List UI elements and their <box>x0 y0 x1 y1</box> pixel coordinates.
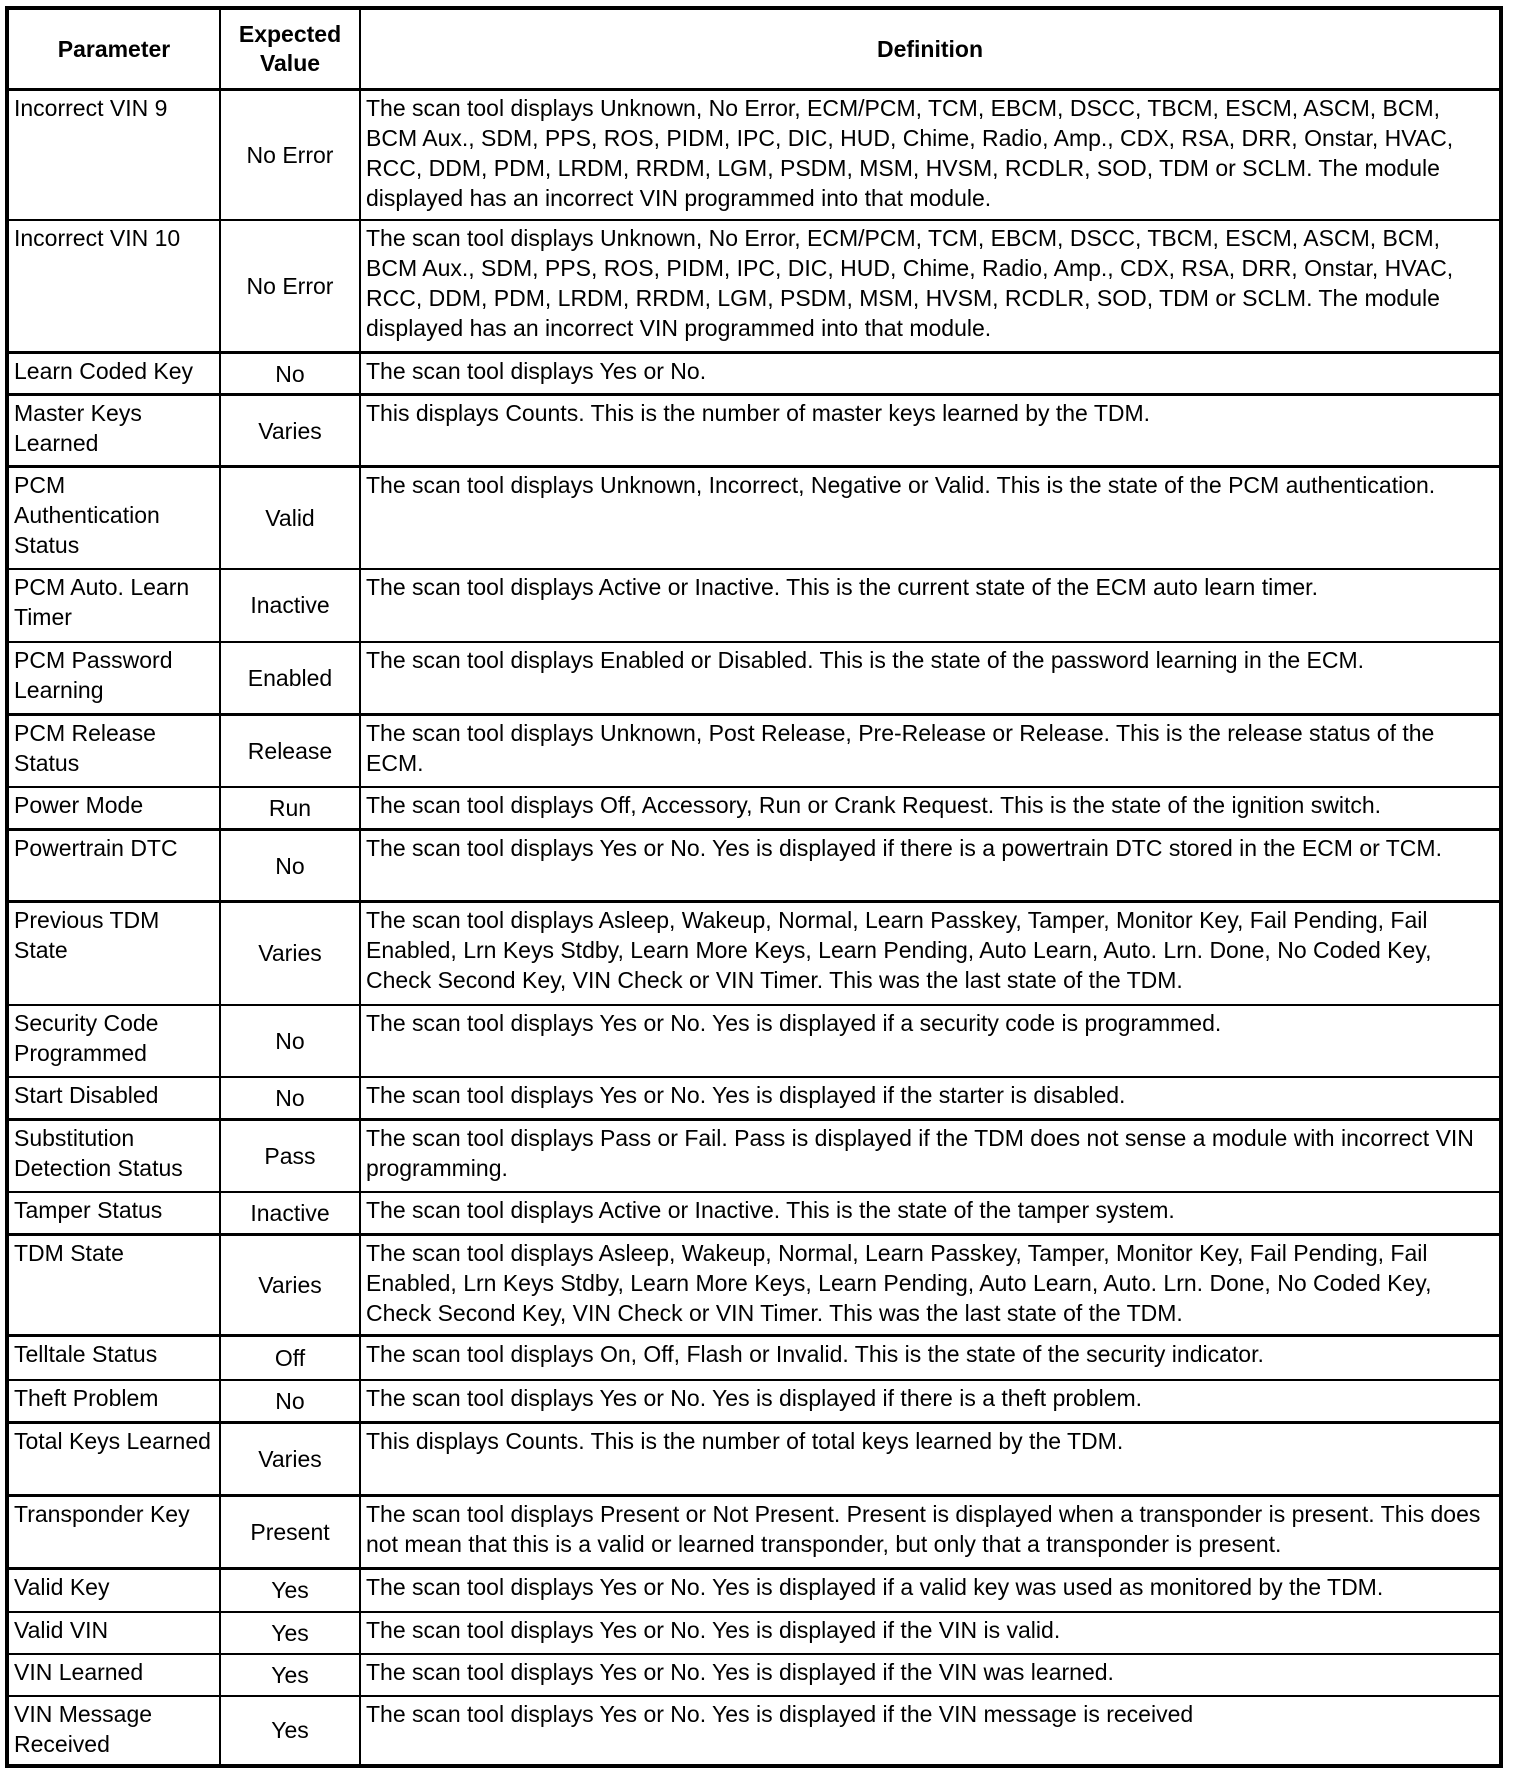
expected-value-cell: No <box>220 353 360 395</box>
parameter-cell: VIN Message Received <box>7 1696 220 1766</box>
table-row <box>7 1120 1501 1192</box>
expected-value-cell: No <box>220 1077 360 1120</box>
table-row <box>7 1005 1501 1077</box>
definition-cell: This displays Counts. This is the number of master keys learned by the TDM. <box>360 395 1501 467</box>
table-row <box>7 715 1501 787</box>
parameter-cell: Start Disabled <box>7 1077 220 1120</box>
definition-cell: This displays Counts. This is the number of total keys learned by the TDM. <box>360 1423 1501 1496</box>
parameter-cell: Total Keys Learned <box>7 1423 220 1496</box>
parameter-cell: PCM Password Learning <box>7 642 220 715</box>
definition-cell: The scan tool displays Present or Not Present. Present is displayed when a transponder is present. This does not mean that this is a valid or learned transponder, but only that a transponder is present. <box>360 1496 1501 1569</box>
table-row <box>7 787 1501 830</box>
table-row <box>7 467 1501 569</box>
table-row <box>7 642 1501 715</box>
scan-tool-parameter-table <box>5 6 1503 1768</box>
definition-cell: The scan tool displays Off, Accessory, Run or Crank Request. This is the state of the ignition switch. <box>360 787 1501 830</box>
definition-cell: The scan tool displays Yes or No. Yes is displayed if a valid key was used as monitored by the TDM. <box>360 1569 1501 1612</box>
definition-cell: The scan tool displays On, Off, Flash or Invalid. This is the state of the security indicator. <box>360 1336 1501 1380</box>
expected-value-cell: Inactive <box>220 569 360 642</box>
header-definition: Definition <box>360 8 1501 90</box>
table-row <box>7 902 1501 1005</box>
parameter-cell: PCM Auto. Learn Timer <box>7 569 220 642</box>
table-row <box>7 1612 1501 1654</box>
definition-cell: The scan tool displays Yes or No. <box>360 353 1501 395</box>
table-row <box>7 830 1501 902</box>
parameter-cell: Learn Coded Key <box>7 353 220 395</box>
expected-value-cell: Yes <box>220 1612 360 1654</box>
parameter-cell: Power Mode <box>7 787 220 830</box>
expected-value-cell: Release <box>220 715 360 787</box>
header-expected-value: Expected Value <box>220 8 360 90</box>
table-row <box>7 1654 1501 1696</box>
expected-value-cell: Pass <box>220 1120 360 1192</box>
parameter-cell: VIN Learned <box>7 1654 220 1696</box>
expected-value-cell: Run <box>220 787 360 830</box>
parameter-cell: Security Code Programmed <box>7 1005 220 1077</box>
definition-cell: The scan tool displays Pass or Fail. Pass is displayed if the TDM does not sense a module with incorrect VIN programming. <box>360 1120 1501 1192</box>
parameter-cell: Valid VIN <box>7 1612 220 1654</box>
expected-value-cell: Yes <box>220 1654 360 1696</box>
table-row <box>7 1423 1501 1496</box>
table-body <box>7 90 1501 1766</box>
expected-value-cell: Varies <box>220 1235 360 1336</box>
definition-cell: The scan tool displays Yes or No. Yes is displayed if the VIN is valid. <box>360 1612 1501 1654</box>
table-row <box>7 1696 1501 1766</box>
expected-value-cell: No <box>220 830 360 902</box>
definition-cell: The scan tool displays Yes or No. Yes is displayed if a security code is programmed. <box>360 1005 1501 1077</box>
expected-value-cell: Yes <box>220 1569 360 1612</box>
table-row <box>7 1077 1501 1120</box>
table-row <box>7 1336 1501 1380</box>
expected-value-cell: Present <box>220 1496 360 1569</box>
table-row <box>7 569 1501 642</box>
parameter-cell: TDM State <box>7 1235 220 1336</box>
expected-value-cell: Inactive <box>220 1192 360 1235</box>
expected-value-cell: Enabled <box>220 642 360 715</box>
parameter-cell: Master Keys Learned <box>7 395 220 467</box>
parameter-cell: Substitution Detection Status <box>7 1120 220 1192</box>
definition-cell: The scan tool displays Yes or No. Yes is displayed if the starter is disabled. <box>360 1077 1501 1120</box>
parameter-cell: Incorrect VIN 9 <box>7 90 220 220</box>
definition-cell: The scan tool displays Asleep, Wakeup, Normal, Learn Passkey, Tamper, Monitor Key, Fail Pending, Fail Enabled, Lrn Keys Stdby, Learn More Keys, Learn Pending, Auto Learn, Auto. Lrn. Done, No Coded Key, Check Second Key, VIN Check or VIN Timer. This was the last state of the TDM. <box>360 902 1501 1005</box>
expected-value-cell: No Error <box>220 90 360 220</box>
header-parameter: Parameter <box>7 8 220 90</box>
table-row <box>7 90 1501 220</box>
definition-cell: The scan tool displays Enabled or Disabled. This is the state of the password learning in the ECM. <box>360 642 1501 715</box>
definition-cell: The scan tool displays Unknown, Incorrect, Negative or Valid. This is the state of the PCM authentication. <box>360 467 1501 569</box>
definition-cell: The scan tool displays Yes or No. Yes is displayed if there is a theft problem. <box>360 1380 1501 1423</box>
definition-cell: The scan tool displays Unknown, No Error, ECM/PCM, TCM, EBCM, DSCC, TBCM, ESCM, ASCM, BCM, BCM Aux., SDM, PPS, ROS, PIDM, IPC, DIC, HUD, Chime, Radio, Amp., CDX, RSA, DRR, Onstar, HVAC, RCC, DDM, PDM, LRDM, RRDM, LGM, PSDM, MSM, HVSM, RCDLR, SOD, TDM or SCLM. The module displayed has an incorrect VIN programmed into that module. <box>360 220 1501 353</box>
expected-value-cell: No <box>220 1005 360 1077</box>
header-row <box>7 8 1501 90</box>
expected-value-cell: Varies <box>220 395 360 467</box>
parameter-cell: Powertrain DTC <box>7 830 220 902</box>
parameter-cell: Telltale Status <box>7 1336 220 1380</box>
table-row <box>7 1380 1501 1423</box>
expected-value-cell: Off <box>220 1336 360 1380</box>
parameter-cell: Tamper Status <box>7 1192 220 1235</box>
parameter-cell: Incorrect VIN 10 <box>7 220 220 353</box>
parameter-cell: Transponder Key <box>7 1496 220 1569</box>
table-row <box>7 1235 1501 1336</box>
expected-value-cell: No Error <box>220 220 360 353</box>
expected-value-cell: No <box>220 1380 360 1423</box>
definition-cell: The scan tool displays Yes or No. Yes is displayed if the VIN message is received <box>360 1696 1501 1766</box>
definition-cell: The scan tool displays Active or Inactive. This is the state of the tamper system. <box>360 1192 1501 1235</box>
definition-cell: The scan tool displays Yes or No. Yes is displayed if there is a powertrain DTC stored in the ECM or TCM. <box>360 830 1501 902</box>
table-row <box>7 1569 1501 1612</box>
table-row <box>7 1192 1501 1235</box>
table-row <box>7 353 1501 395</box>
definition-cell: The scan tool displays Yes or No. Yes is displayed if the VIN was learned. <box>360 1654 1501 1696</box>
parameter-cell: Previous TDM State <box>7 902 220 1005</box>
parameter-cell: Theft Problem <box>7 1380 220 1423</box>
table-row <box>7 1496 1501 1569</box>
expected-value-cell: Yes <box>220 1696 360 1766</box>
parameter-cell: Valid Key <box>7 1569 220 1612</box>
definition-cell: The scan tool displays Unknown, Post Release, Pre-Release or Release. This is the release status of the ECM. <box>360 715 1501 787</box>
parameter-cell: PCM Release Status <box>7 715 220 787</box>
parameter-cell: PCM Authentication Status <box>7 467 220 569</box>
table-row <box>7 395 1501 467</box>
expected-value-cell: Valid <box>220 467 360 569</box>
expected-value-cell: Varies <box>220 902 360 1005</box>
expected-value-cell: Varies <box>220 1423 360 1496</box>
definition-cell: The scan tool displays Active or Inactive. This is the current state of the ECM auto learn timer. <box>360 569 1501 642</box>
table-row <box>7 220 1501 353</box>
definition-cell: The scan tool displays Asleep, Wakeup, Normal, Learn Passkey, Tamper, Monitor Key, Fail Pending, Fail Enabled, Lrn Keys Stdby, Learn More Keys, Learn Pending, Auto Learn, Auto. Lrn. Done, No Coded Key, Check Second Key, VIN Check or VIN Timer. This was the last state of the TDM. <box>360 1235 1501 1336</box>
definition-cell: The scan tool displays Unknown, No Error, ECM/PCM, TCM, EBCM, DSCC, TBCM, ESCM, ASCM, BCM, BCM Aux., SDM, PPS, ROS, PIDM, IPC, DIC, HUD, Chime, Radio, Amp., CDX, RSA, DRR, Onstar, HVAC, RCC, DDM, PDM, LRDM, RRDM, LGM, PSDM, MSM, HVSM, RCDLR, SOD, TDM or SCLM. The module displayed has an incorrect VIN programmed into that module. <box>360 90 1501 220</box>
